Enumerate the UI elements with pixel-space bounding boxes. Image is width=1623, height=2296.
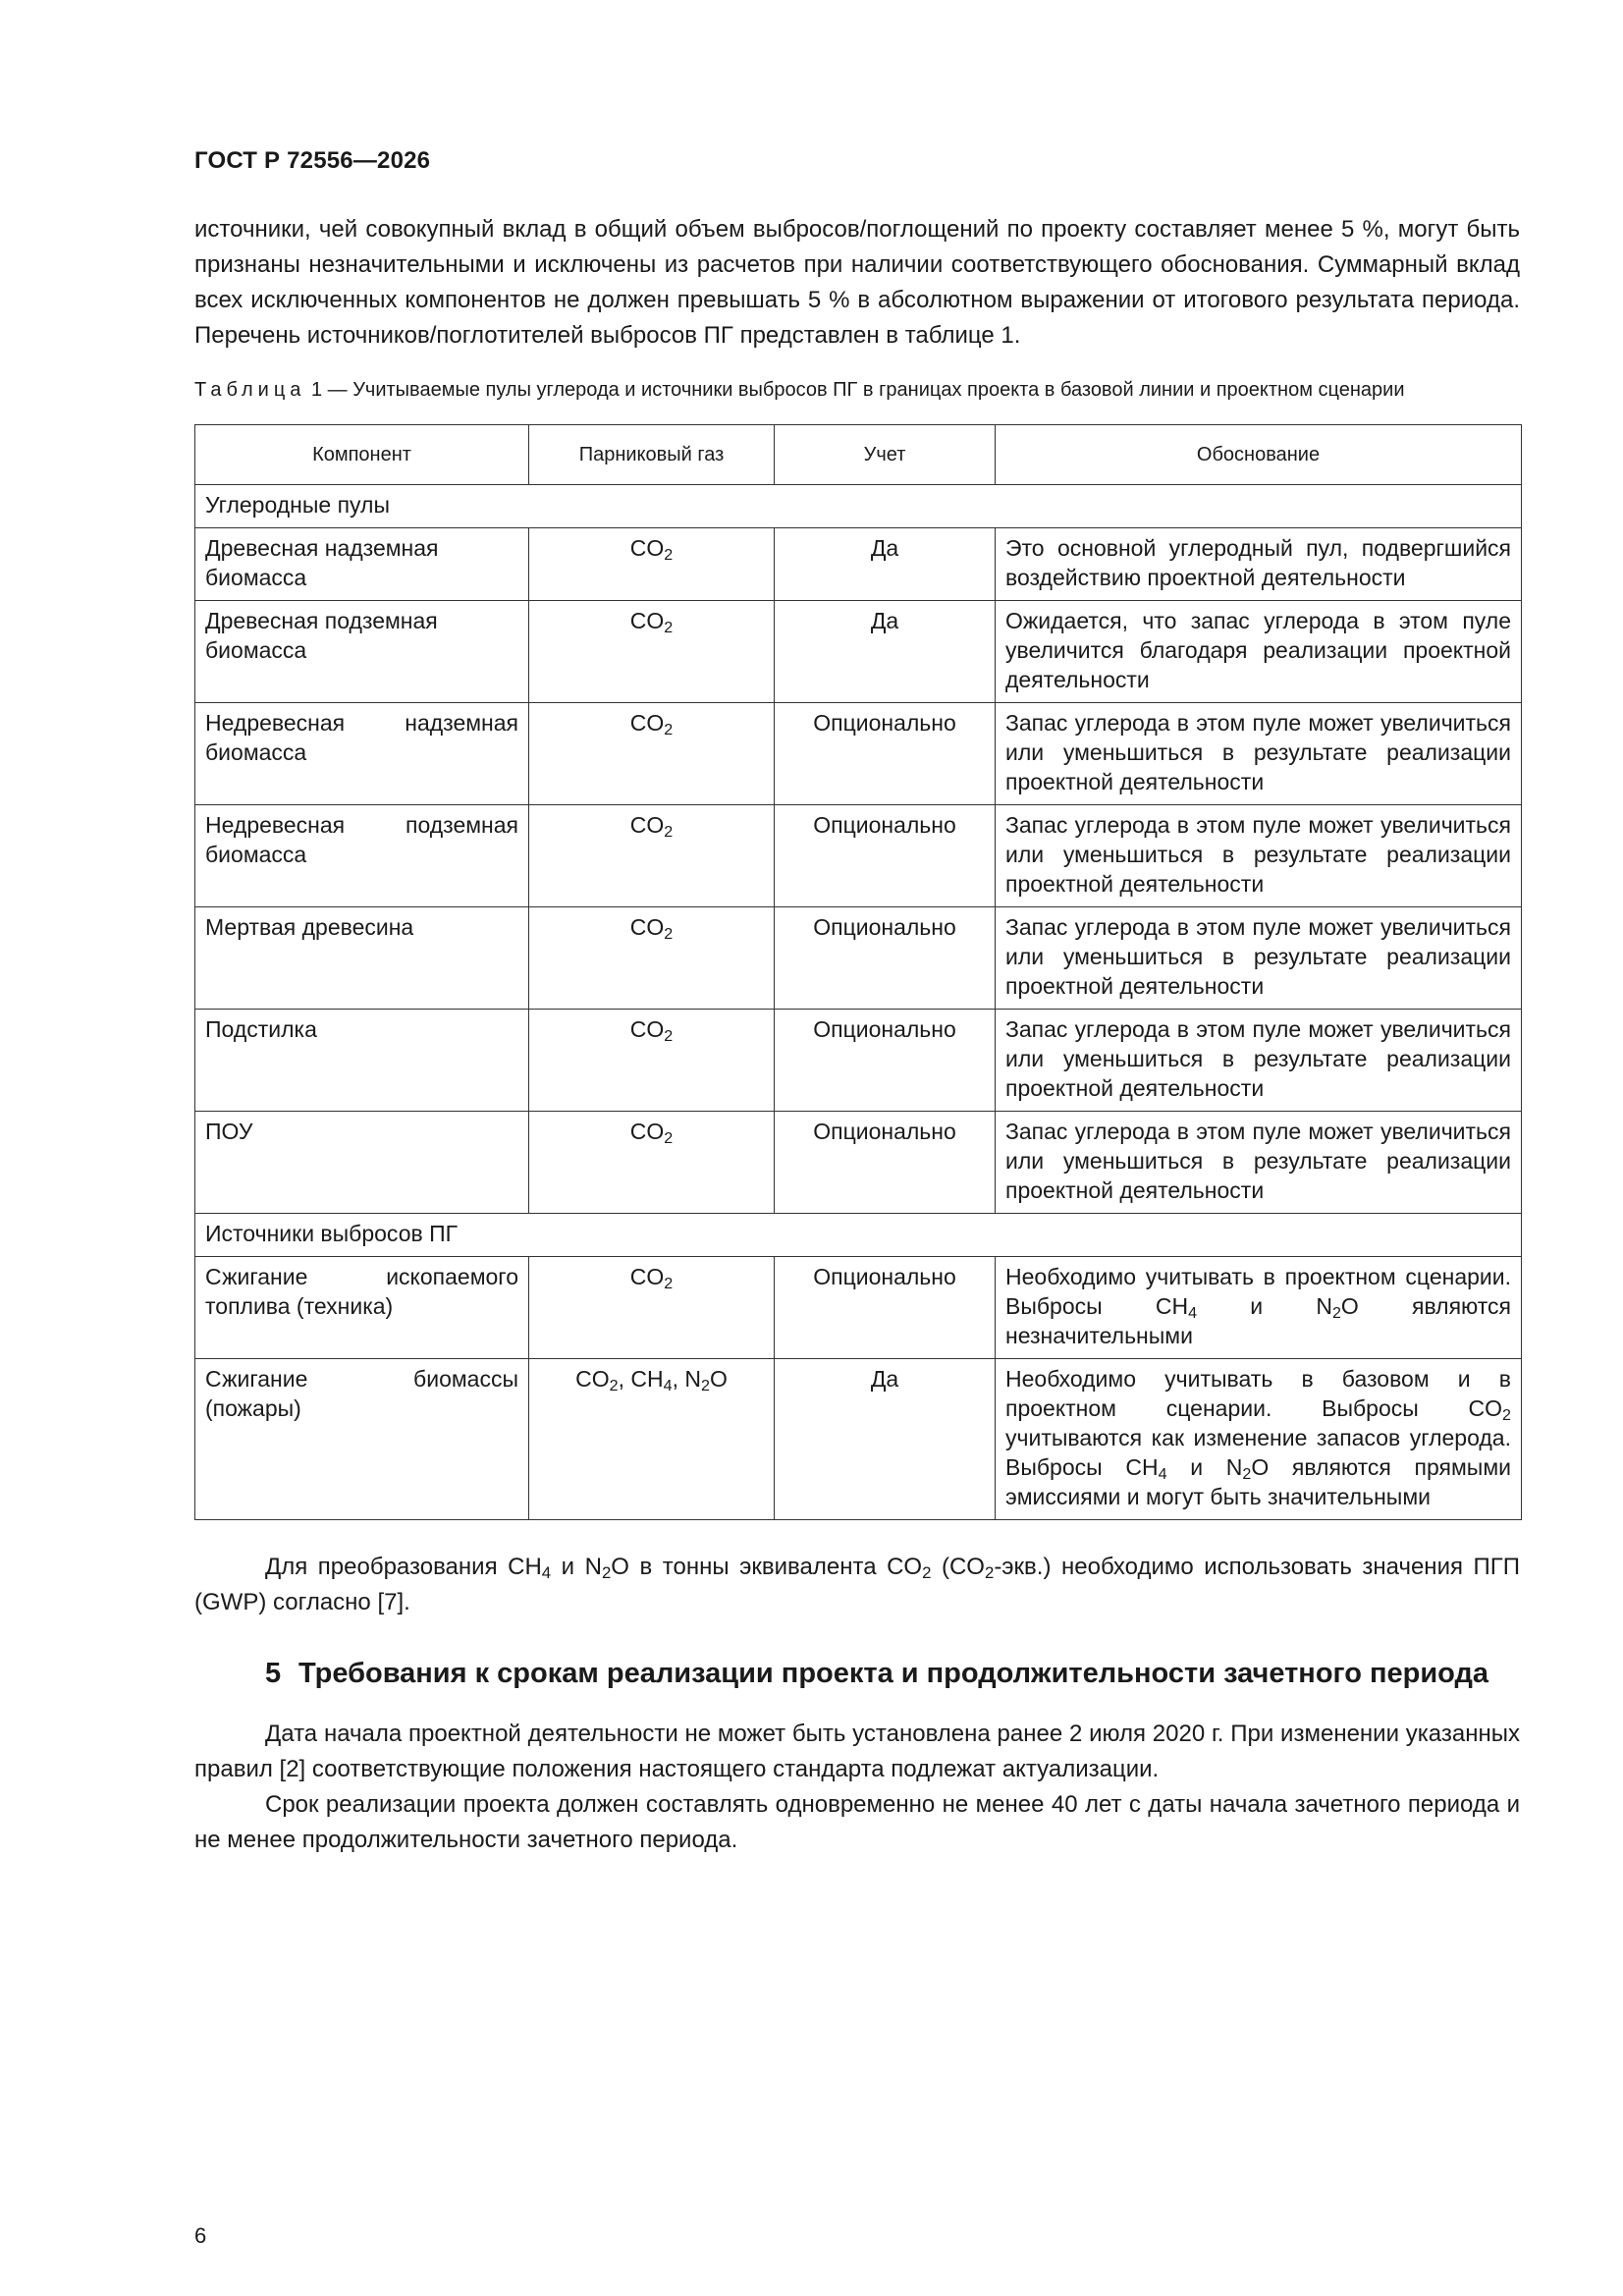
gas-cell: $CO_2$ bbox=[529, 1112, 775, 1214]
group-emission-sources: Источники выбросов ПГ bbox=[195, 1214, 1522, 1257]
component-cell: Древесная надземная биомасса bbox=[195, 528, 529, 601]
gas-cell: $CO_2$, $CH_4$, $N_2O$ bbox=[529, 1359, 775, 1520]
accounting-cell: Опционально bbox=[775, 1257, 996, 1359]
accounting-cell: Опционально bbox=[775, 805, 996, 907]
table-caption-label: Таблица bbox=[194, 379, 306, 401]
table-header-row bbox=[195, 425, 1522, 485]
column-header-accounting: Учет bbox=[775, 425, 996, 485]
gas-cell: $CO_2$ bbox=[529, 1257, 775, 1359]
accounting-cell: Да bbox=[775, 528, 996, 601]
accounting-cell: Опционально bbox=[775, 1112, 996, 1214]
component-cell: ПОУ bbox=[195, 1112, 529, 1214]
column-header-rationale: Обоснование bbox=[996, 425, 1522, 485]
section-5-paragraph-1: Дата начала проектной деятельности не может быть установлена ранее 2 июля 2020 г. При изменении указанных правил [2] соответствующие положения настоящего стандарта подлежат актуализации. bbox=[194, 1721, 1520, 1782]
accounting-cell: Да bbox=[775, 601, 996, 703]
gwp-paragraph: Для преобразования $CH_4$ и $N_2O$ в тонны эквивалента $CO_2$ $(CO_2-экв.)$ необходимо использовать значения ПГП (GWP) согласно [7]. bbox=[194, 1554, 1520, 1615]
rationale-cell: Запас углерода в этом пуле может увеличиться или уменьшиться в результате реализации проектной деятельности bbox=[996, 703, 1522, 805]
gas-cell: $CO_2$ bbox=[529, 601, 775, 703]
table-row bbox=[195, 805, 1522, 907]
document-header: ГОСТ Р 72556—2026 bbox=[194, 147, 431, 174]
table-row bbox=[195, 907, 1522, 1010]
table-caption bbox=[194, 375, 1520, 405]
document-page bbox=[194, 147, 1520, 1858]
table-group-row bbox=[195, 485, 1522, 528]
rationale-cell: Это основной углеродный пул, подвергшийся воздействию проектной деятельности bbox=[996, 528, 1522, 601]
table-group-row bbox=[195, 1214, 1522, 1257]
page-number: 6 bbox=[194, 2223, 207, 2248]
rationale-cell: Необходимо учитывать в проектном сценарии. Выбросы $CH_4$ и $N_2O$ являются незначительными bbox=[996, 1257, 1522, 1359]
gas-cell: $CO_2$ bbox=[529, 528, 775, 601]
intro-paragraph: источники, чей совокупный вклад в общий объем выбросов/поглощений по проекту составляет менее 5 %, могут быть признаны незначительными и исключены из расчетов при наличии соответствующего обоснования. Суммарный вклад всех исключенных компонентов не должен превышать 5 % в абсолютном выражении от итогового результата периода. Перечень источников/поглотителей выбросов ПГ представлен в таблице 1. bbox=[194, 216, 1520, 349]
component-cell: Сжигание ископаемого топлива (техника) bbox=[195, 1257, 529, 1359]
component-cell: Недревесная подземная биомасса bbox=[195, 805, 529, 907]
component-cell: Подстилка bbox=[195, 1010, 529, 1112]
component-cell: Сжигание биомассы (пожары) bbox=[195, 1359, 529, 1520]
accounting-cell: Опционально bbox=[775, 703, 996, 805]
group-carbon-pools: Углеродные пулы bbox=[195, 485, 1522, 528]
table-1 bbox=[194, 424, 1522, 1520]
column-header-gas: Парниковый газ bbox=[529, 425, 775, 485]
section-5-heading bbox=[265, 1654, 1520, 1693]
table-caption-text: 1 — Учитываемые пулы углерода и источники выбросов ПГ в границах проекта в базовой линии и проектном сценарии bbox=[310, 379, 1405, 401]
gas-cell: $CO_2$ bbox=[529, 1010, 775, 1112]
rationale-cell: Запас углерода в этом пуле может увеличиться или уменьшиться в результате реализации проектной деятельности bbox=[996, 1010, 1522, 1112]
table-row bbox=[195, 1359, 1522, 1520]
rationale-cell: Ожидается, что запас углерода в этом пуле увеличится благодаря реализации проектной деятельности bbox=[996, 601, 1522, 703]
column-header-component: Компонент bbox=[195, 425, 529, 485]
table-row bbox=[195, 1010, 1522, 1112]
section-title: Требования к срокам реализации проекта и продолжительности зачетного периода bbox=[298, 1658, 1489, 1689]
table-row bbox=[195, 703, 1522, 805]
accounting-cell: Опционально bbox=[775, 907, 996, 1010]
table-row bbox=[195, 1112, 1522, 1214]
rationale-cell: Необходимо учитывать в базовом и в проектном сценарии. Выбросы $CO_2$ учитываются как изменение запасов углерода. Выбросы $CH_4$ и $N_2O$ являются прямыми эмиссиями и могут быть значительными bbox=[996, 1359, 1522, 1520]
component-cell: Недревесная надземная биомасса bbox=[195, 703, 529, 805]
component-cell: Мертвая древесина bbox=[195, 907, 529, 1010]
table-row bbox=[195, 601, 1522, 703]
accounting-cell: Опционально bbox=[775, 1010, 996, 1112]
accounting-cell: Да bbox=[775, 1359, 996, 1520]
gas-cell: $CO_2$ bbox=[529, 805, 775, 907]
section-5-paragraph-2: Срок реализации проекта должен составлять одновременно не менее 40 лет с даты начала зачетного периода и не менее продолжительности зачетного периода. bbox=[194, 1791, 1520, 1853]
table-row bbox=[195, 1257, 1522, 1359]
rationale-cell: Запас углерода в этом пуле может увеличиться или уменьшиться в результате реализации проектной деятельности bbox=[996, 805, 1522, 907]
component-cell: Древесная подземная биомасса bbox=[195, 601, 529, 703]
section-number: 5 bbox=[265, 1658, 282, 1689]
gas-cell: $CO_2$ bbox=[529, 907, 775, 1010]
table-row bbox=[195, 528, 1522, 601]
rationale-cell: Запас углерода в этом пуле может увеличиться или уменьшиться в результате реализации проектной деятельности bbox=[996, 1112, 1522, 1214]
gas-cell: $CO_2$ bbox=[529, 703, 775, 805]
rationale-cell: Запас углерода в этом пуле может увеличиться или уменьшиться в результате реализации проектной деятельности bbox=[996, 907, 1522, 1010]
